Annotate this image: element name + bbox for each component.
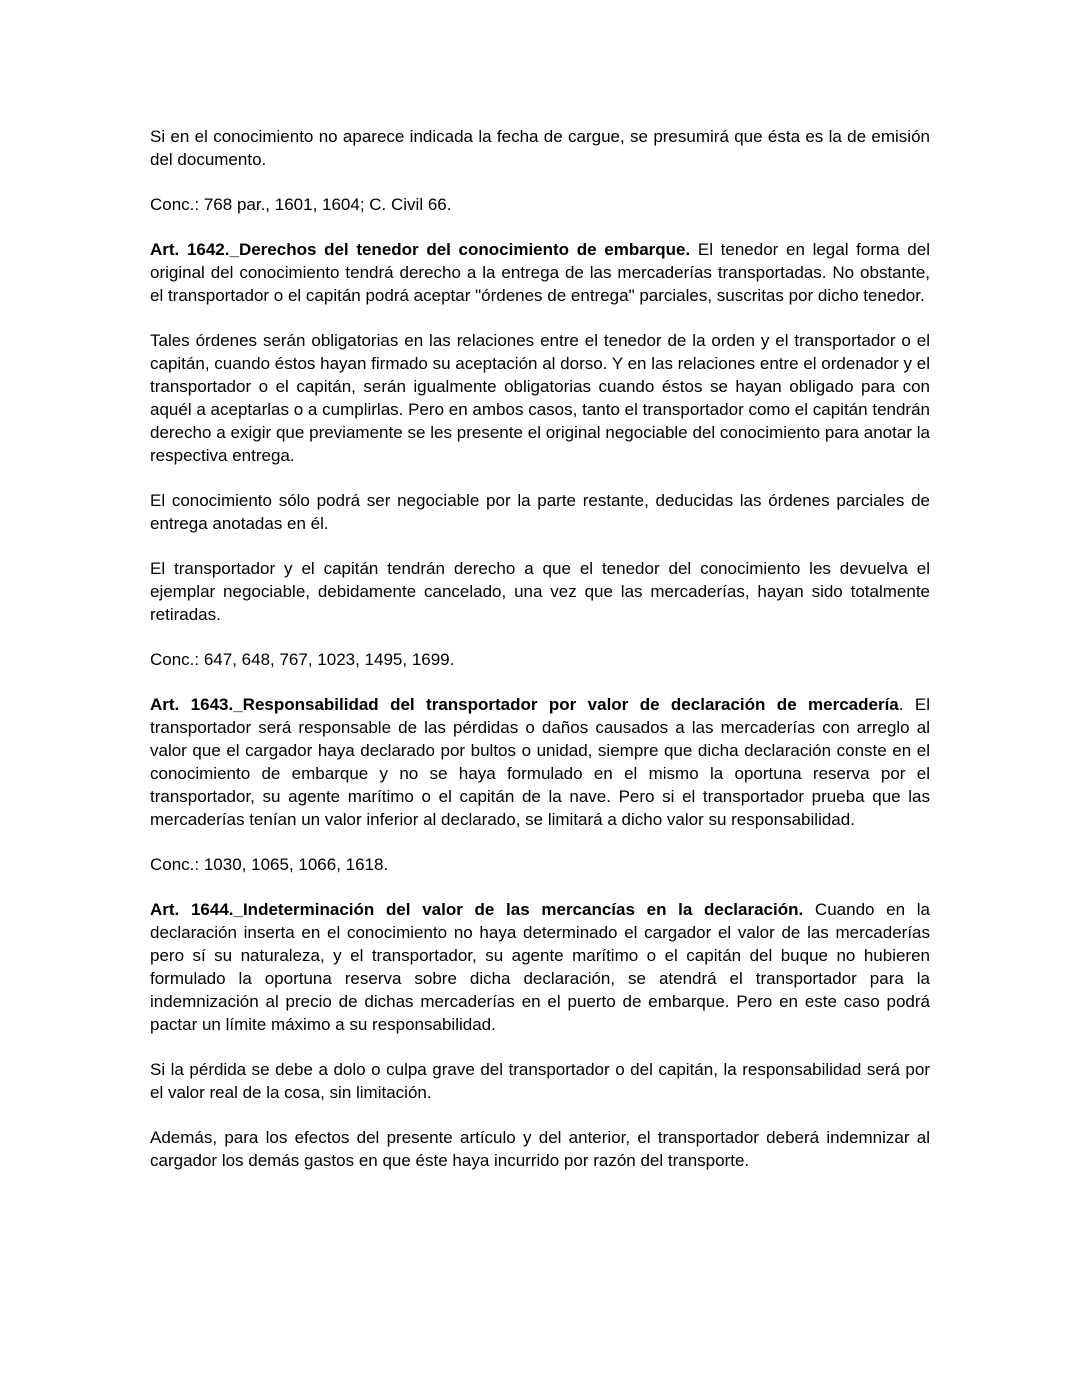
article-heading: Art. 1643._Responsabilidad del transportador por valor de declaración de mercadería: [150, 695, 899, 714]
paragraph-text: Conc.: 647, 648, 767, 1023, 1495, 1699.: [150, 650, 455, 669]
paragraph-text: El conocimiento sólo podrá ser negociable por la parte restante, deducidas las órdenes parciales de entrega anotadas en él.: [150, 491, 930, 533]
paragraph: [150, 557, 930, 626]
article-heading: Art. 1644._Indeterminación del valor de las mercancías en la declaración.: [150, 900, 804, 919]
paragraph: [150, 193, 930, 216]
paragraph-text: El transportador y el capitán tendrán derecho a que el tenedor del conocimiento les devuelva el ejemplar negociable, debidamente cancelado, una vez que las mercaderías, hayan sido totalmente retiradas.: [150, 559, 930, 624]
document-body: [150, 125, 930, 1172]
paragraph-text: Si la pérdida se debe a dolo o culpa grave del transportador o del capitán, la responsabilidad será por el valor real de la cosa, sin limitación.: [150, 1060, 930, 1102]
paragraph-text: Conc.: 1030, 1065, 1066, 1618.: [150, 855, 389, 874]
paragraph: [150, 489, 930, 535]
paragraph: [150, 853, 930, 876]
paragraph-text: Conc.: 768 par., 1601, 1604; C. Civil 66.: [150, 195, 452, 214]
paragraph-text: El tenedor en legal forma del original del conocimiento tendrá derecho a la entrega de las mercaderías transportadas. No obstante, el transportador o el capitán podrá aceptar "órdenes de entrega" parciales, suscritas por dicho tenedor.: [150, 240, 930, 305]
article-paragraph: [150, 238, 930, 307]
paragraph-text: Además, para los efectos del presente artículo y del anterior, el transportador deberá indemnizar al cargador los demás gastos en que éste haya incurrido por razón del transporte.: [150, 1128, 930, 1170]
article-paragraph: [150, 898, 930, 1036]
paragraph-text: Cuando en la declaración inserta en el conocimiento no haya determinado el cargador el valor de las mercaderías pero sí su naturaleza, y el transportador, su agente marítimo o el capitán del buque no hubieren formulado la oportuna reserva sobre dicha declaración, se atendrá el transportador para la indemnización al precio de dichas mercaderías en el puerto de embarque. Pero en este caso podrá pactar un límite máximo a su responsabilidad.: [150, 900, 930, 1034]
article-paragraph: [150, 693, 930, 831]
paragraph: [150, 329, 930, 467]
paragraph: [150, 125, 930, 171]
paragraph: [150, 648, 930, 671]
paragraph-text: . El transportador será responsable de las pérdidas o daños causados a las mercaderías con arreglo al valor que el cargador haya declarado por bultos o unidad, siempre que dicha declaración conste en el conocimiento de embarque y no se haya formulado en el mismo la oportuna reserva por el transportador, su agente marítimo o el capitán de la nave. Pero si el transportador prueba que las mercaderías tenían un valor inferior al declarado, se limitará a dicho valor su responsabilidad.: [150, 695, 930, 829]
paragraph-text: Tales órdenes serán obligatorias en las relaciones entre el tenedor de la orden y el transportador o el capitán, cuando éstos hayan firmado su aceptación al dorso. Y en las relaciones entre el ordenador y el transportador o el capitán, serán igualmente obligatorias cuando éstos se hayan obligado para con aquél a aceptarlas o a cumplirlas. Pero en ambos casos, tanto el transportador como el capitán tendrán derecho a exigir que previamente se les presente el original negociable del conocimiento para anotar la respectiva entrega.: [150, 331, 930, 465]
paragraph-text: Si en el conocimiento no aparece indicada la fecha de cargue, se presumirá que ésta es la de emisión del documento.: [150, 127, 930, 169]
paragraph: [150, 1126, 930, 1172]
article-heading: Art. 1642._Derechos del tenedor del conocimiento de embarque.: [150, 240, 691, 259]
paragraph: [150, 1058, 930, 1104]
